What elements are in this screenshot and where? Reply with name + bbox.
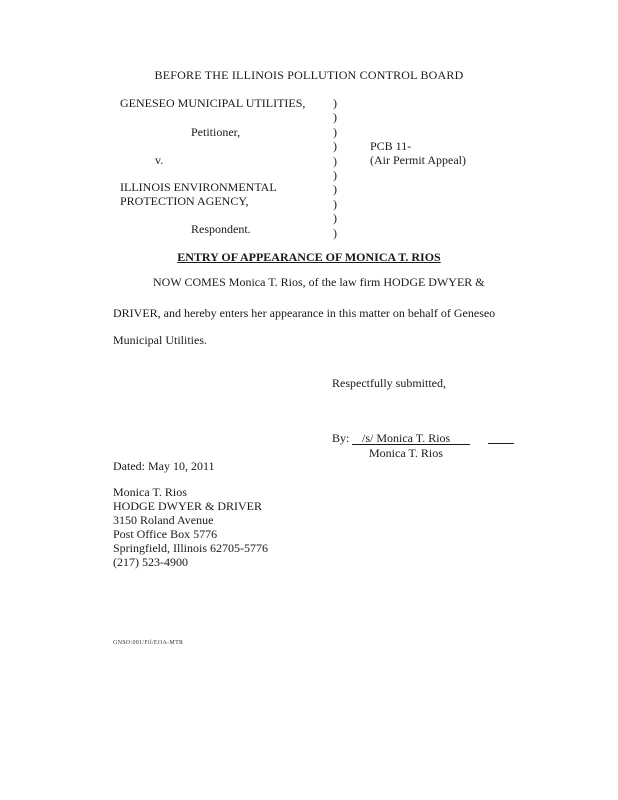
versus-label: v.: [155, 153, 164, 167]
respondent-role: Respondent.: [191, 222, 251, 236]
petitioner-name: GENESEO MUNICIPAL UTILITIES,: [120, 96, 306, 110]
respondent-name-line1: ILLINOIS ENVIRONMENTAL: [120, 180, 277, 194]
signature-printed-name: Monica T. Rios: [369, 446, 443, 460]
caption-paren: ): [333, 153, 337, 168]
contact-phone: (217) 523-4900: [113, 555, 188, 569]
caption-paren: ): [333, 211, 337, 226]
contact-name: Monica T. Rios: [113, 485, 187, 499]
signature-line: [352, 431, 470, 445]
caption-paren: ): [333, 124, 337, 139]
caption-parenthesis-column: [333, 96, 337, 240]
contact-po-box: Post Office Box 5776: [113, 527, 218, 541]
caption-paren: ): [333, 225, 337, 240]
caption-paren: ): [333, 196, 337, 211]
petitioner-role: Petitioner,: [191, 125, 241, 139]
signature-signed: /s/ Monica T. Rios: [362, 431, 451, 445]
closing-text: Respectfully submitted,: [332, 376, 446, 390]
caption-paren: ): [333, 110, 337, 125]
caption-paren: ): [333, 168, 337, 183]
court-heading: BEFORE THE ILLINOIS POLLUTION CONTROL BOARD: [154, 68, 464, 82]
caption-paren: ): [333, 96, 337, 110]
body-line-2: DRIVER, and hereby enters her appearance in this matter on behalf of Geneseo: [113, 306, 496, 320]
body-line-1: NOW COMES Monica T. Rios, of the law firm HODGE DWYER &: [153, 275, 485, 289]
body-line-3: Municipal Utilities.: [113, 333, 207, 347]
caption-paren: ): [333, 139, 337, 154]
document-code: GNSO:001/Fil/EOA-MTR: [113, 640, 184, 646]
signature-by-label: By:: [332, 431, 350, 445]
dated-line: Dated: May 10, 2011: [113, 459, 215, 473]
document-title: ENTRY OF APPEARANCE OF MONICA T. RIOS: [177, 250, 441, 264]
case-number: PCB 11-: [370, 139, 412, 153]
contact-city: Springfield, Illinois 62705-5776: [113, 541, 268, 555]
contact-firm: HODGE DWYER & DRIVER: [113, 499, 262, 513]
case-type: (Air Permit Appeal): [370, 153, 466, 167]
caption-paren: ): [333, 182, 337, 197]
respondent-name-line2: PROTECTION AGENCY,: [120, 194, 249, 208]
contact-street: 3150 Roland Avenue: [113, 513, 214, 527]
signature-trailing-rule: [488, 443, 514, 444]
